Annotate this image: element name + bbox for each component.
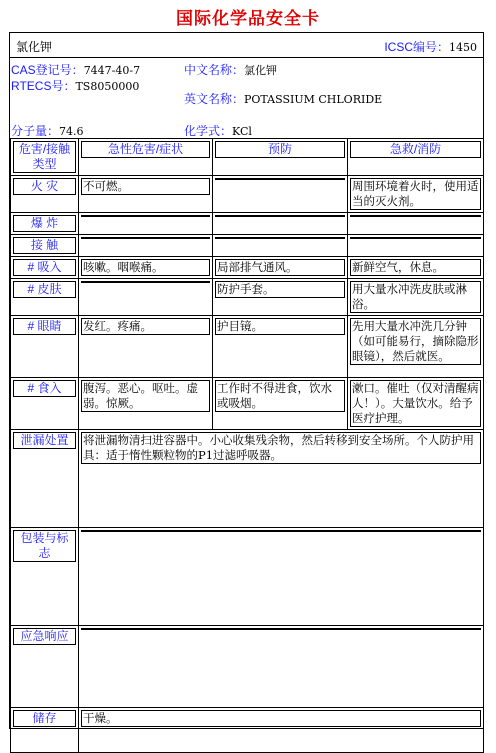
header-prevention: 预防 <box>215 141 345 158</box>
row-prevention <box>215 237 345 239</box>
row-type: # 食入 <box>13 380 76 397</box>
row-type: # 眼睛 <box>13 318 76 335</box>
cas-value: 7447-40-7 <box>83 64 141 77</box>
en-name-value: POTASSIUM CHLORIDE <box>244 93 383 106</box>
row-prevention: 护目镜。 <box>215 318 345 335</box>
safety-card <box>9 32 484 729</box>
section-label: 储存 <box>13 710 76 727</box>
row-prevention <box>215 178 345 180</box>
row-type: 火 灾 <box>13 178 76 195</box>
row-aid: 漱口。催吐（仅对清醒病人！）。大量饮水。给予医疗护理。 <box>350 380 481 427</box>
page-title: 国际化学品安全卡 <box>176 9 320 29</box>
row-symptom: 发红。疼痛。 <box>81 318 210 335</box>
row-aid <box>350 215 481 217</box>
section-label: 包装与标志 <box>13 530 76 562</box>
row-aid: 新鲜空气，休息。 <box>350 259 481 276</box>
table-row <box>11 213 484 235</box>
section-text <box>81 530 481 532</box>
table-row <box>11 378 484 430</box>
rtecs-value: TS8050000 <box>75 80 140 93</box>
row-prevention: 局部排气通风。 <box>215 259 345 276</box>
row-symptom: 咳嗽。咽喉痛。 <box>81 259 210 276</box>
formula-field <box>184 122 252 139</box>
section-row <box>11 430 484 528</box>
header-row <box>10 33 483 58</box>
row-aid: 用大量水冲洗皮肤或淋浴。 <box>350 281 481 313</box>
row-symptom <box>81 281 210 283</box>
row-symptom <box>81 215 210 217</box>
formula-value: KCl <box>232 125 252 138</box>
section-text: 将泄漏物清扫进容器中。小心收集残余物，然后转移到安全场所。个人防护用具：适于惰性颗粒物的P1过滤呼吸器。 <box>81 432 481 464</box>
table-row <box>11 235 484 257</box>
en-name-field <box>184 90 382 107</box>
row-symptom <box>81 237 210 239</box>
mw-label: 分子量： <box>11 124 60 138</box>
table-row <box>11 316 484 378</box>
row-symptom: 腹泻。恶心。呕吐。虚弱。惊厥。 <box>81 380 210 412</box>
section-label: 泄漏处置 <box>13 432 76 449</box>
table-row <box>11 257 484 279</box>
hazard-table <box>10 138 484 753</box>
mw-value: 74.6 <box>59 125 84 138</box>
cas-label: CAS登记号： <box>11 63 84 77</box>
row-prevention <box>215 215 345 217</box>
cn-name-value: 氯化钾 <box>244 64 278 77</box>
mw-field <box>11 122 84 139</box>
table-header-row <box>11 139 484 176</box>
rtecs-label: RTECS号： <box>11 79 76 93</box>
en-name-label: 英文名称： <box>184 92 245 106</box>
row-type: # 皮肤 <box>13 281 76 298</box>
section-row <box>11 626 484 708</box>
header-symptom: 急性危害/症状 <box>81 141 210 158</box>
cn-name-field <box>184 61 277 78</box>
formula-label: 化学式： <box>184 124 233 138</box>
table-row <box>11 176 484 213</box>
chemical-name: 氯化钾 <box>16 40 53 54</box>
section-row <box>11 528 484 626</box>
row-type: 接 触 <box>13 237 76 254</box>
row-type: 爆 炸 <box>13 215 76 232</box>
icsc-value: 1450 <box>449 41 477 54</box>
icsc-label: ICSC编号： <box>384 40 449 54</box>
rtecs-field <box>11 77 139 94</box>
row-prevention: 工作时不得进食，饮水或吸烟。 <box>215 380 345 412</box>
section-text: 干燥。 <box>81 710 481 727</box>
row-symptom: 不可燃。 <box>81 178 210 195</box>
row-type: # 吸入 <box>13 259 76 276</box>
section-label: 应急响应 <box>13 628 76 645</box>
row-aid <box>350 237 481 239</box>
section-row <box>11 708 484 753</box>
section-text <box>81 628 481 630</box>
cas-field <box>11 61 140 78</box>
row-aid: 先用大量水冲洗几分钟（如可能易行，摘除隐形眼镜），然后就医。 <box>350 318 481 365</box>
header-type: 危害/接触类型 <box>13 141 76 173</box>
row-aid: 周围环境着火时，使用适当的灭火剂。 <box>350 178 481 210</box>
table-row <box>11 279 484 316</box>
icsc-number <box>384 38 477 55</box>
row-prevention: 防护手套。 <box>215 281 345 298</box>
header-aid: 急救/消防 <box>350 141 481 158</box>
cn-name-label: 中文名称： <box>184 63 245 77</box>
